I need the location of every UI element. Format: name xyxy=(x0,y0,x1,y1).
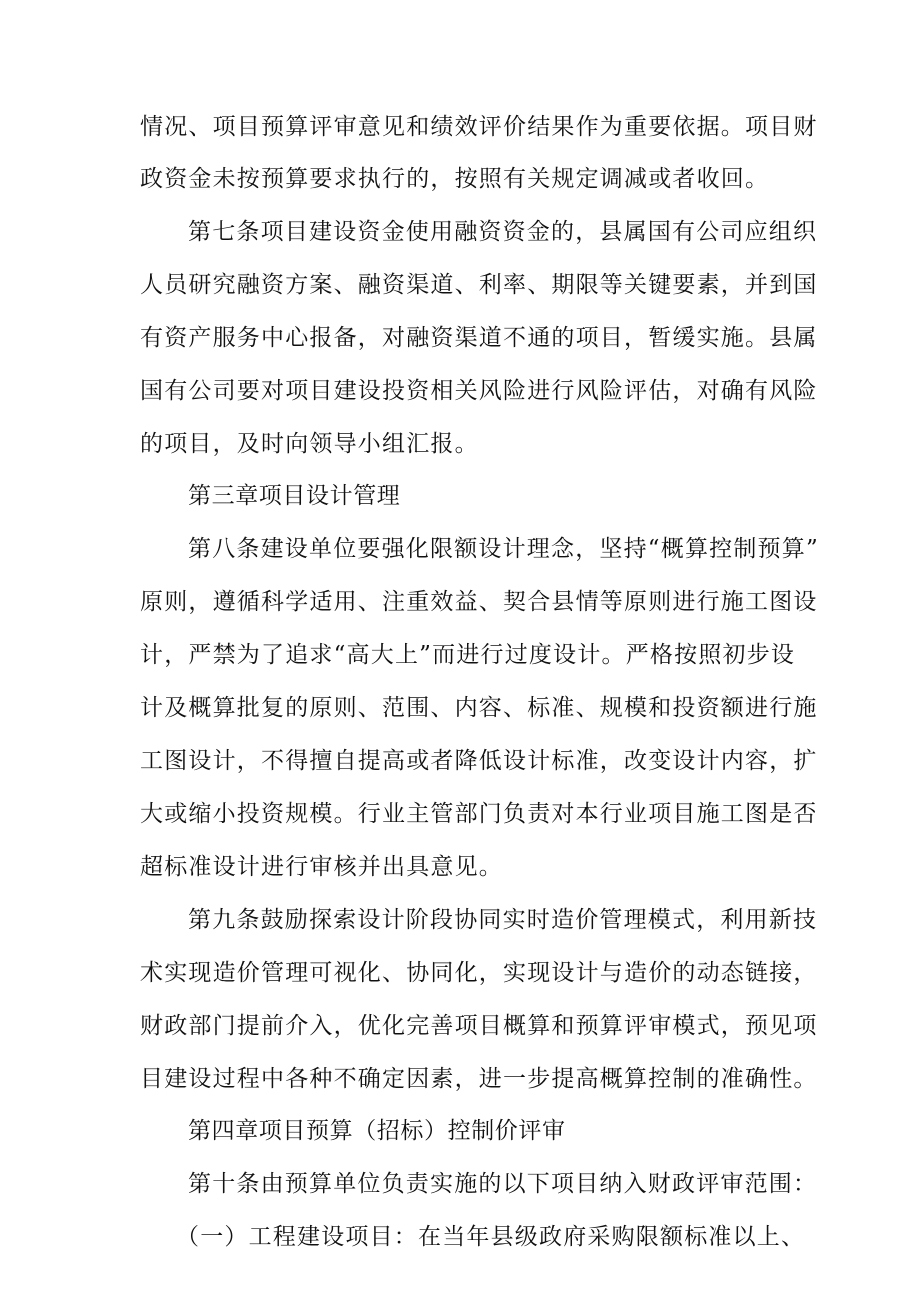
paragraph-line: 超标准设计进行审核并出具意见。 xyxy=(140,854,503,880)
paragraph-line: 第十条由预算单位负责实施的以下项目纳入财政评审范围： xyxy=(188,1171,818,1197)
paragraph-line: 第八条建设单位要强化限额设计理念，坚持“概算控制预算” xyxy=(188,536,819,562)
chapter-heading: 第三章项目设计管理 xyxy=(188,483,401,509)
paragraph-line: 第九条鼓励探索设计阶段协同实时造价管理模式，利用新技 xyxy=(188,907,818,933)
paragraph-line: 人员研究融资方案、融资渠道、利率、期限等关键要素，并到国 xyxy=(140,272,818,298)
paragraph-line: 有资产服务中心报备，对融资渠道不通的项目，暂缓实施。县属 xyxy=(140,325,818,351)
paragraph-line: 的项目，及时向领导小组汇报。 xyxy=(140,431,479,457)
paragraph-line: 目建设过程中各种不确定因素，进一步提高概算控制的准确性。 xyxy=(140,1066,818,1092)
paragraph-line: 第七条项目建设资金使用融资资金的，县属国有公司应组织 xyxy=(188,219,818,245)
paragraph-line: 情况、项目预算评审意见和绩效评价结果作为重要依据。项目财 xyxy=(140,114,818,140)
paragraph-line: 政资金未按预算要求执行的，按照有关规定调减或者收回。 xyxy=(140,166,770,192)
paragraph-line: 大或缩小投资规模。行业主管部门负责对本行业项目施工图是否 xyxy=(140,801,818,827)
paragraph-line: 原则，遵循科学适用、注重效益、契合县情等原则进行施工图设 xyxy=(140,589,818,615)
paragraph-line: 计及概算批复的原则、范围、内容、标准、规模和投资额进行施 xyxy=(140,695,818,721)
paragraph-line: 财政部门提前介入，优化完善项目概算和预算评审模式，预见项 xyxy=(140,1013,818,1039)
paragraph-line: 计，严禁为了追求“高大上”而进行过度设计。严格按照初步设 xyxy=(140,642,796,668)
chapter-heading: 第四章项目预算（招标）控制价评审 xyxy=(188,1118,566,1144)
paragraph-line: （一）工程建设项目：在当年县级政府采购限额标准以上、 xyxy=(176,1224,806,1250)
paragraph-line: 国有公司要对项目建设投资相关风险进行风险评估，对确有风险 xyxy=(140,378,818,404)
paragraph-line: 工图设计，不得擅自提高或者降低设计标准，改变设计内容，扩 xyxy=(140,748,818,774)
paragraph-line: 术实现造价管理可视化、协同化，实现设计与造价的动态链接， xyxy=(140,960,818,986)
